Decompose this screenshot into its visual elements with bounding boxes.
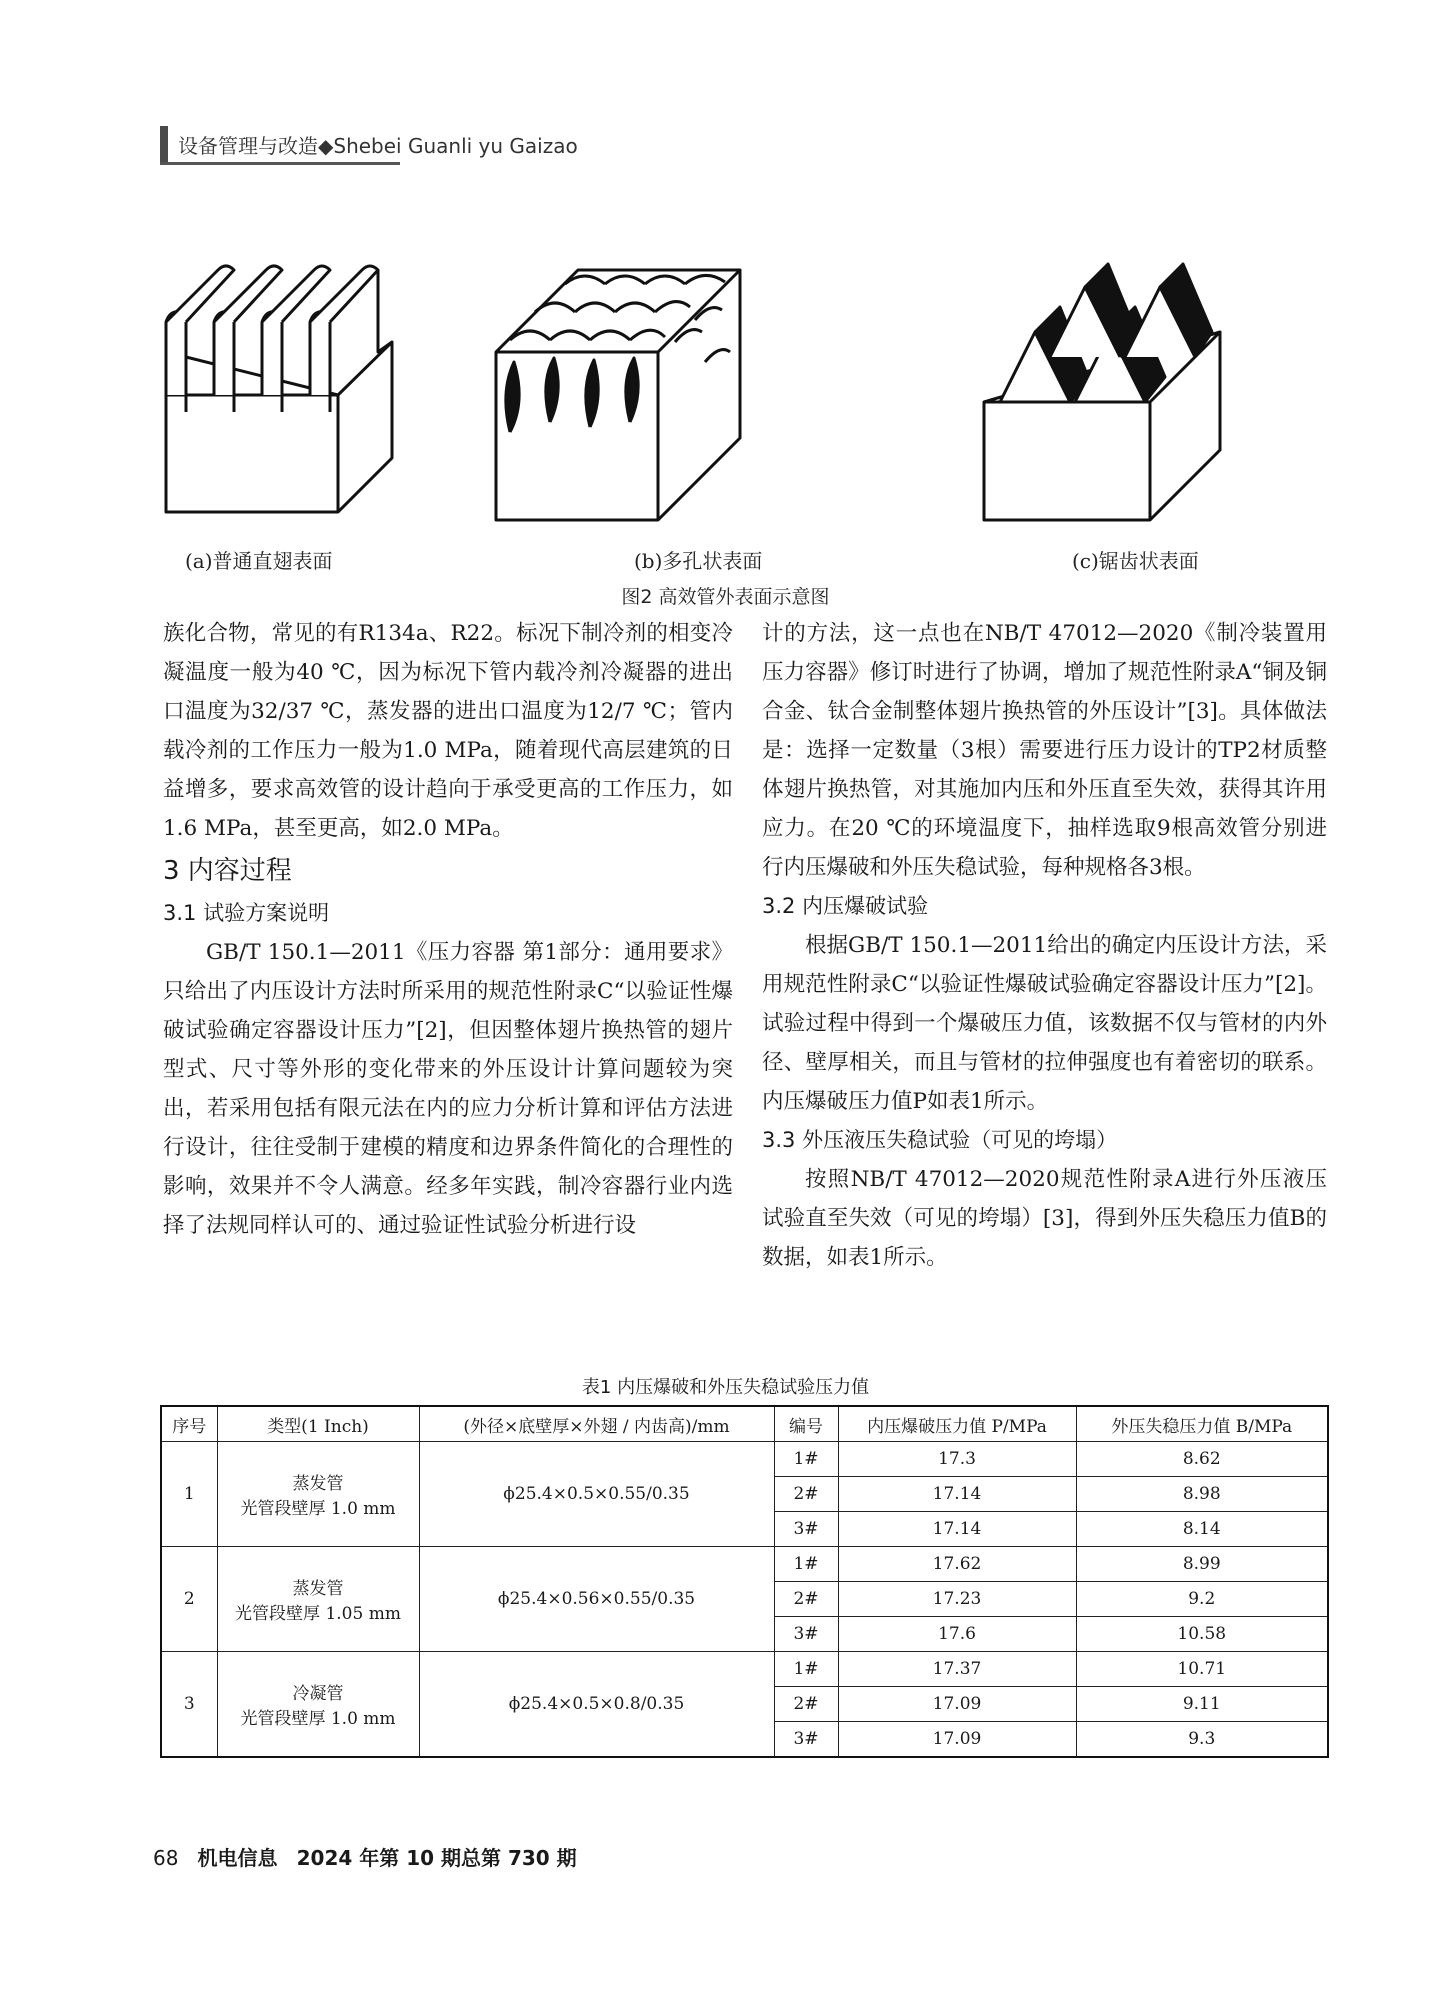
burst-pressure-cell: 17.09 — [838, 1722, 1076, 1758]
fin-block-a — [166, 266, 392, 512]
header-text: 设备管理与改造◆Shebei Guanli yu Gaizao — [178, 133, 578, 158]
table-row — [161, 1547, 1328, 1582]
burst-pressure-cell: 17.14 — [838, 1477, 1076, 1512]
collapse-pressure-cell: 10.58 — [1076, 1617, 1328, 1652]
burst-pressure-cell: 17.37 — [838, 1652, 1076, 1687]
figure-title: 图2 高效管外表面示意图 — [621, 586, 830, 608]
header-rule — [160, 162, 400, 165]
section-heading-3-2: 3.2 内压爆破试验 — [762, 894, 929, 918]
journal-name: 机电信息 — [197, 1846, 278, 1870]
paragraph: 根据GB/T 150.1—2011给出的确定内压设计方法，采用规范性附录C“以验证性爆破试验确定容器设计压力”[2]。试验过程中得到一个爆破压力值，该数据不仅与管材的内外径、壁厚相关，而且与管材的拉伸强度也有着密切的联系。内压爆破压力值P如表1所示。 — [762, 933, 1327, 1114]
sawtooth-block-c — [984, 264, 1220, 520]
left-column — [163, 614, 733, 1245]
serial-cell: 2 — [161, 1547, 217, 1652]
paragraph: 按照NB/T 47012—2020规范性附录A进行外压液压试验直至失效（可见的垮塌）[3]，得到外压失稳压力值B的数据，如表1所示。 — [762, 1167, 1327, 1270]
id-cell: 1# — [774, 1652, 838, 1687]
id-cell: 3# — [774, 1512, 838, 1547]
table-row — [161, 1652, 1328, 1687]
pressure-test-table — [160, 1405, 1329, 1758]
column-header: 编号 — [774, 1406, 838, 1442]
id-cell: 1# — [774, 1547, 838, 1582]
id-cell: 1# — [774, 1442, 838, 1477]
burst-pressure-cell: 17.6 — [838, 1617, 1076, 1652]
spec-cell: ϕ25.4×0.5×0.8/0.35 — [419, 1652, 774, 1758]
burst-pressure-cell: 17.3 — [838, 1442, 1076, 1477]
burst-pressure-cell: 17.62 — [838, 1547, 1076, 1582]
column-header: 内压爆破压力值 P/MPa — [838, 1406, 1076, 1442]
burst-pressure-cell: 17.14 — [838, 1512, 1076, 1547]
issue-info: 2024 年第 10 期总第 730 期 — [296, 1846, 577, 1870]
table-row — [161, 1442, 1328, 1477]
column-header: 外压失稳压力值 B/MPa — [1076, 1406, 1328, 1442]
section-heading-3-1: 3.1 试验方案说明 — [163, 901, 330, 925]
type-cell: 蒸发管 光管段壁厚 1.0 mm — [217, 1442, 419, 1547]
collapse-pressure-cell: 9.2 — [1076, 1582, 1328, 1617]
column-header: (外径×底壁厚×外翅 / 内齿高)/mm — [419, 1406, 774, 1442]
figure-caption-b: (b)多孔状表面 — [634, 549, 763, 573]
spec-cell: ϕ25.4×0.5×0.55/0.35 — [419, 1442, 774, 1547]
page-footer — [153, 1842, 577, 1871]
page-number: 68 — [153, 1846, 179, 1870]
collapse-pressure-cell: 8.14 — [1076, 1512, 1328, 1547]
serial-cell: 3 — [161, 1652, 217, 1758]
id-cell: 2# — [774, 1687, 838, 1722]
porous-block-b — [496, 270, 740, 520]
collapse-pressure-cell: 9.3 — [1076, 1722, 1328, 1758]
serial-cell: 1 — [161, 1442, 217, 1547]
column-header: 类型(1 Inch) — [217, 1406, 419, 1442]
collapse-pressure-cell: 8.62 — [1076, 1442, 1328, 1477]
figure-2-illustration — [160, 262, 1331, 587]
id-cell: 2# — [774, 1477, 838, 1512]
burst-pressure-cell: 17.09 — [838, 1687, 1076, 1722]
collapse-pressure-cell: 9.11 — [1076, 1687, 1328, 1722]
id-cell: 3# — [774, 1722, 838, 1758]
spec-cell: ϕ25.4×0.56×0.55/0.35 — [419, 1547, 774, 1652]
running-header — [160, 125, 578, 163]
collapse-pressure-cell: 10.71 — [1076, 1652, 1328, 1687]
header-bar — [160, 126, 168, 162]
column-header: 序号 — [161, 1406, 217, 1442]
section-heading-3: 3 内容过程 — [163, 856, 292, 886]
paragraph: 族化合物，常见的有R134a、R22。标况下制冷剂的相变冷凝温度一般为40 ℃，因为标况下管内载冷剂冷凝器的进出口温度为32/37 ℃，蒸发器的进出口温度为12/7 ℃；管内载冷剂的工作压力一般为1.0 MPa，随着现代高层建筑的日益增多，要求高效管的设计趋向于承受更高的工作压力，如1.6 MPa，甚至更高，如2.0 MPa。 — [163, 621, 733, 841]
figure-caption-c: (c)锯齿状表面 — [1072, 549, 1199, 573]
table-header-row — [161, 1406, 1328, 1442]
paragraph: GB/T 150.1—2011《压力容器 第1部分：通用要求》只给出了内压设计方法时所采用的规范性附录C“以验证性爆破试验确定容器设计压力”[2]，但因整体翅片换热管的翅片型式、尺寸等外形的变化带来的外压设计计算问题较为突出，若采用包括有限元法在内的应力分析计算和评估方法进行设计，往往受制于建模的精度和边界条件简化的合理性的影响，效果并不令人满意。经多年实践，制冷容器行业内选择了法规同样认可的、通过验证性试验分析进行设 — [163, 940, 733, 1238]
burst-pressure-cell: 17.23 — [838, 1582, 1076, 1617]
paragraph: 计的方法，这一点也在NB/T 47012—2020《制冷装置用压力容器》修订时进行了协调，增加了规范性附录A“铜及铜合金、钛合金制整体翅片换热管的外压设计”[3]。具体做法是：选择一定数量（3根）需要进行压力设计的TP2材质整体翅片换热管，对其施加内压和外压直至失效，获得其许用应力。在20 ℃的环境温度下，抽样选取9根高效管分别进行内压爆破和外压失稳试验，每种规格各3根。 — [762, 621, 1327, 880]
id-cell: 2# — [774, 1582, 838, 1617]
collapse-pressure-cell: 8.98 — [1076, 1477, 1328, 1512]
table-title: 表1 内压爆破和外压失稳试验压力值 — [581, 1377, 870, 1398]
section-heading-3-3: 3.3 外压液压失稳试验（可见的垮塌） — [762, 1128, 1118, 1152]
collapse-pressure-cell: 8.99 — [1076, 1547, 1328, 1582]
right-column — [762, 614, 1327, 1277]
type-cell: 蒸发管 光管段壁厚 1.05 mm — [217, 1547, 419, 1652]
figure-caption-a: (a)普通直翅表面 — [185, 549, 333, 573]
type-cell: 冷凝管 光管段壁厚 1.0 mm — [217, 1652, 419, 1758]
id-cell: 3# — [774, 1617, 838, 1652]
